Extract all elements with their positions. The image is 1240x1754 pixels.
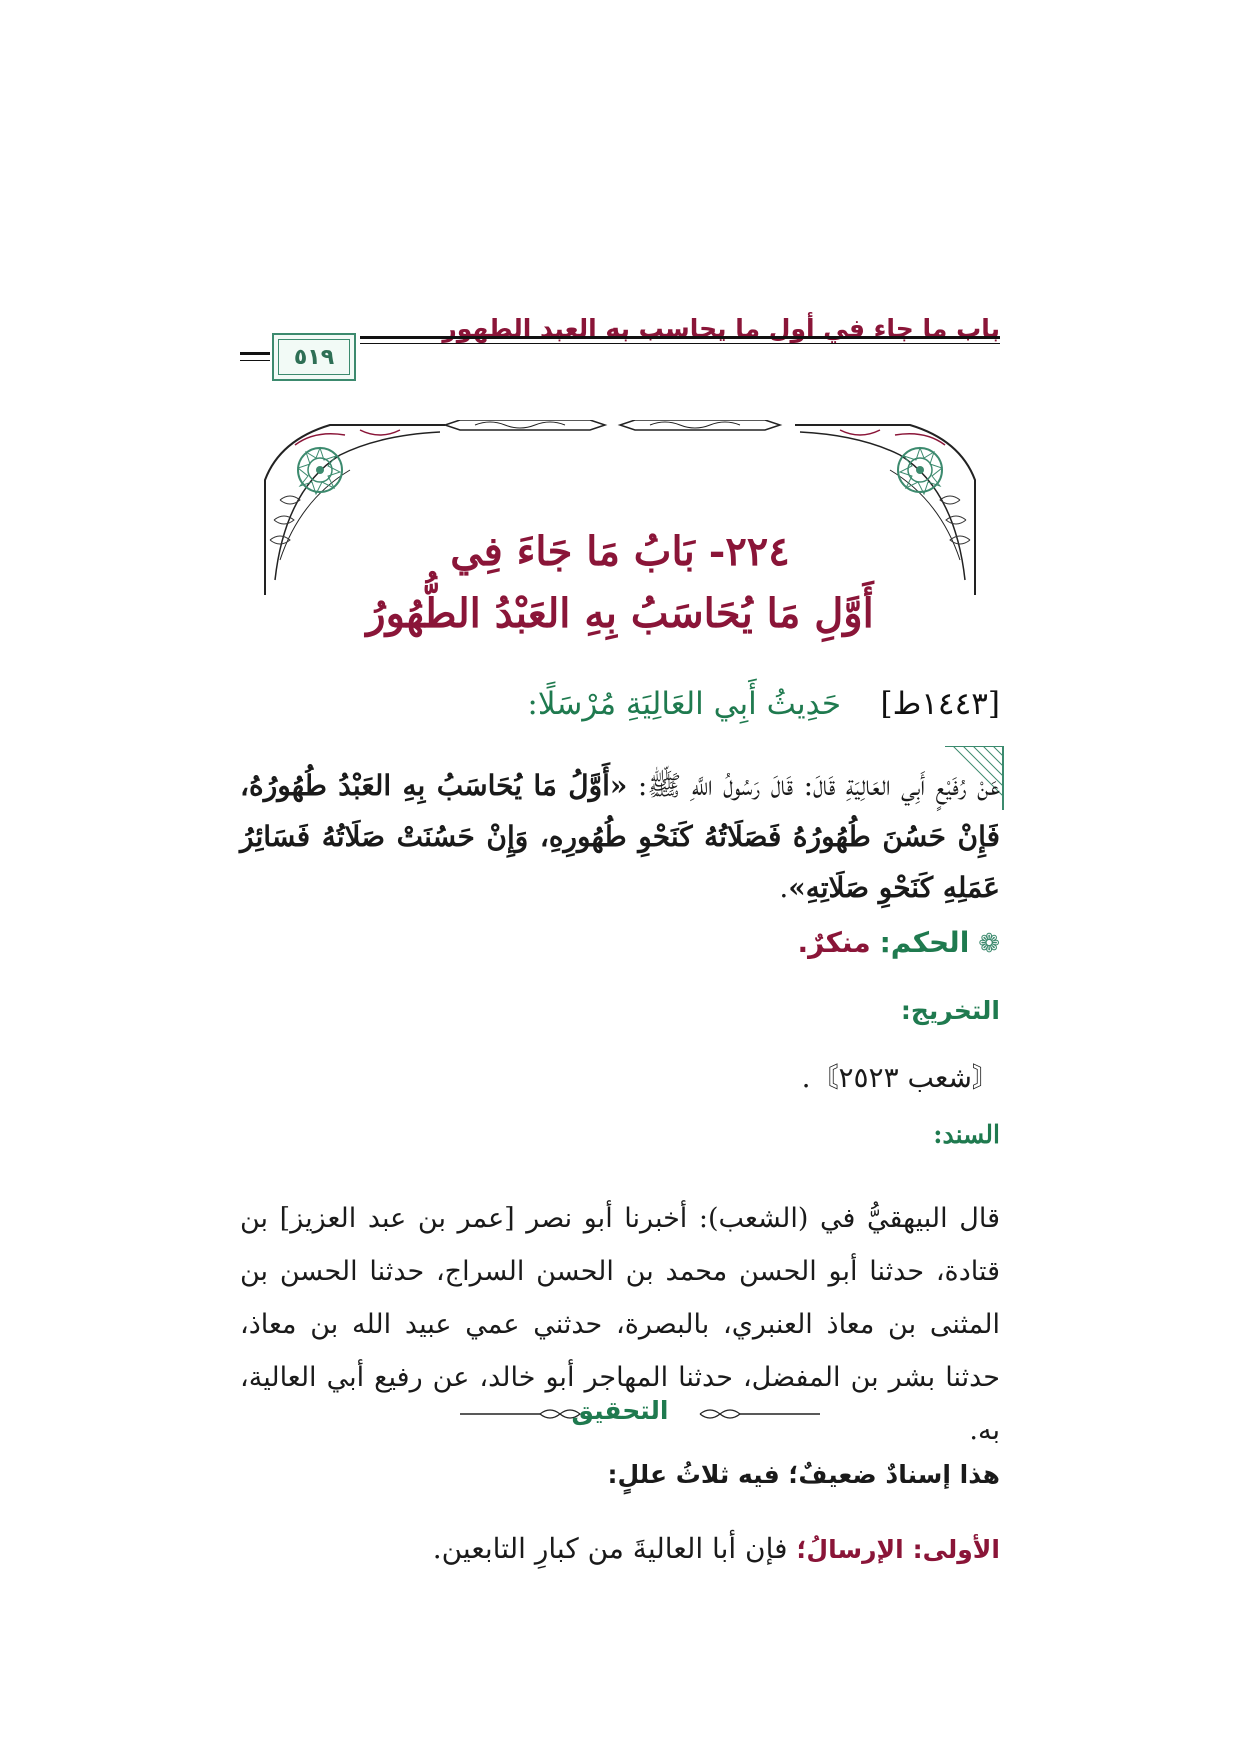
header-rule-left [240, 352, 270, 355]
first-cause-term: الإرسالُ؛ [796, 1535, 904, 1564]
sanad-text: قال البيهقيُّ في (الشعب): أخبرنا أبو نصر [عمر بن عبد العزيز] بن قتادة، حدثنا أبو الحسن محمد بن الحسن السراج، حدثنا الحسن بن المثنى بن معاذ العنبري، بالبصرة، حدثني عمي عبيد الله بن معاذ، حدثنا بشر بن المفضل، حدثنا المهاجر أبو خالد، عن رفيع أبي العالية، به. [240, 1203, 1000, 1446]
sanad-label: السند: [933, 1120, 1000, 1149]
tahqiq-title: التحقيق [571, 1396, 669, 1425]
hadith-intro: عَنْ رُفَيْعٍ أَبِي العَالِيَةِ قَالَ: قَالَ رَسُولُ اللَّهِ ﷺ: [627, 769, 1001, 802]
hadith-text [240, 760, 1000, 913]
takhrij-label: التخريج: [900, 996, 1000, 1025]
hadith-quote: «أَوَّلُ مَا يُحَاسَبُ بِهِ العَبْدُ طُهُورُهُ، فَإِنْ حَسُنَ طُهُورُهُ فَصَلَاتُهُ كَنَحْوِ طُهُورِهِ، وَإِنْ حَسُنَتْ صَلَاتُهُ فَسَائِرُ عَمَلِهِ كَنَحْوِ صَلَاتِهِ» [240, 769, 1000, 904]
ruling-label: الحكم: [879, 926, 970, 959]
hadith-number: [١٤٤٣ط] [880, 686, 1000, 722]
hadith-heading [527, 686, 1000, 722]
ruling-line [798, 926, 1000, 959]
hadith-label: حَدِيثُ أَبِي العَالِيَةِ مُرْسَلًا: [527, 686, 842, 722]
header-rule-right [360, 336, 1000, 339]
takhrij-reference: 〘شعب ٢٥٢٣〙. [801, 1061, 1000, 1094]
tahqiq-intro: هذا إسنادٌ ضعيفٌ؛ فيه ثلاثُ عللٍ: [607, 1460, 1000, 1489]
chapter-title-line-2: أَوَّلِ مَا يُحَاسَبُ بِهِ العَبْدُ الطُّهُورُ [366, 590, 874, 637]
chapter-title-line-1: ٢٢٤- بَابُ مَا جَاءَ فِي [450, 528, 790, 575]
header-rule-left-thin [240, 360, 270, 361]
first-cause-text: فإن أبا العاليةَ من كبارِ التابعين. [432, 1532, 797, 1565]
hadith-end: . [779, 871, 789, 904]
page-number-badge [272, 333, 356, 381]
page-number: ٥١٩ [278, 339, 350, 375]
running-title: باب ما جاء في أول ما يحاسب به العبد الطهور [442, 314, 1000, 343]
flower-ornament-icon: ❁ [978, 929, 1000, 959]
ruling-value: منكرٌ. [797, 926, 871, 959]
first-cause-label: الأولى: [912, 1535, 1000, 1564]
tahqiq-first-cause [433, 1532, 1000, 1565]
top-band-ornament [445, 420, 780, 430]
header-rule-right-thin [360, 343, 1000, 344]
